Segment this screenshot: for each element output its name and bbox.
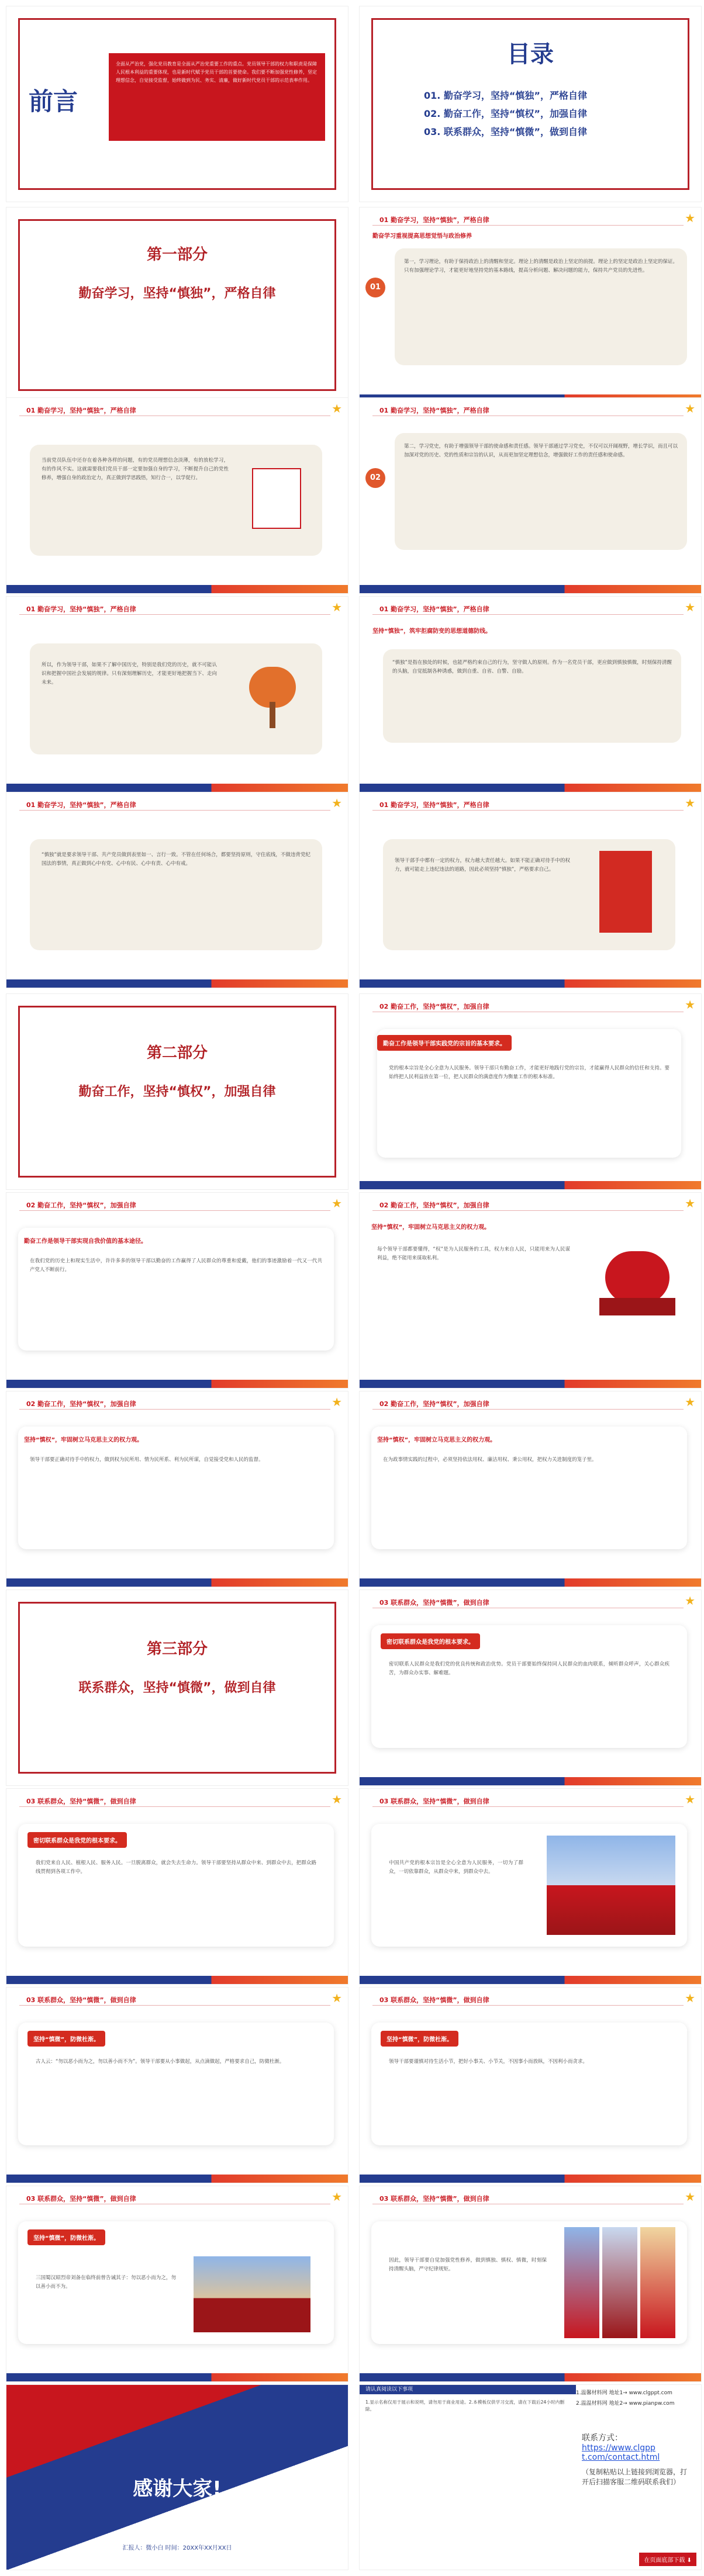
slide-header xyxy=(360,1193,701,1213)
title-block xyxy=(18,65,88,141)
card-text: 在为政事情实践的过程中，必须坚持依法用权、廉洁用权、秉公用权，把权力关进制度的笼子里。 xyxy=(383,1457,597,1463)
header-divider xyxy=(19,614,330,615)
toc-list xyxy=(424,88,678,138)
header-divider xyxy=(19,810,330,811)
content-card xyxy=(371,1427,687,1549)
slide-work-3 xyxy=(359,1192,702,1389)
photo-strip-image xyxy=(564,2227,599,2338)
panel-text: 领导干部手中都有一定的权力，权力越大责任越大。如果不能正确对待手中的权力，就可能走上违纪违法的道路，因此必须坚持“慎独”，严格要求自己。 xyxy=(395,858,570,872)
content-card xyxy=(371,2023,687,2145)
slide-toc xyxy=(359,6,702,202)
card-text: 古人云：“勿以恶小而为之，勿以善小而不为”。领导干部要从小事做起，从点滴做起，严格要求自己，防微杜渐。 xyxy=(36,2059,285,2065)
star-icon: ★ xyxy=(685,1792,695,1806)
star-icon: ★ xyxy=(685,1196,695,1210)
number-badge: 01 xyxy=(365,278,385,297)
card-heading: 坚持“慎权”，牢固树立马克思主义的权力观。 xyxy=(24,1437,143,1443)
slide-study-5 xyxy=(359,596,702,792)
slide-header xyxy=(360,1590,701,1610)
footer-wave xyxy=(6,979,348,988)
star-icon: ★ xyxy=(685,1594,695,1608)
star-icon: ★ xyxy=(332,2190,342,2204)
content-card xyxy=(18,1824,334,1947)
photo-strip-image xyxy=(640,2227,675,2338)
slide-masses-3 xyxy=(359,1788,702,1985)
section-label: 01 勤奋学习，坚持“慎独”，严格自律 xyxy=(26,801,136,809)
part-label: 第二部分 xyxy=(146,1044,208,1062)
footer-wave xyxy=(360,1777,701,1785)
section-label: 02 勤奋工作，坚持“慎权”，加强自律 xyxy=(26,1202,136,1209)
footer-wave xyxy=(6,585,348,593)
thanks-subtitle: 汇报人：微小白 时间：20XX年XX月XX日 xyxy=(122,2545,232,2551)
header-divider xyxy=(19,1806,330,1807)
header-divider xyxy=(372,614,684,615)
card-heading: 坚持“慎微”，防微杜渐。 xyxy=(381,2031,458,2047)
content-panel: “慎独”就是要求领导干部、共产党员做到表里如一、言行一致。不管在任何场合，都要坚持原则，守住底线，不做违背党纪国法的事情，真正做到心中有党、心中有民、心中有责、心中有戒。 xyxy=(30,839,322,950)
header-divider xyxy=(372,1806,684,1807)
slide-masses-5 xyxy=(359,1987,702,2183)
content-card xyxy=(18,2023,334,2145)
slide-masses-1 xyxy=(359,1590,702,1786)
card-text: 中国共产党的根本宗旨是全心全意为人民服务，一切为了群众，一切依靠群众，从群众中来，到群众中去。 xyxy=(389,1860,523,1875)
section-label: 03 联系群众，坚持“慎微”，做到自律 xyxy=(379,1798,489,1805)
slide-header xyxy=(360,2186,701,2206)
lion-statue-image xyxy=(593,1239,681,1327)
photo-strip-image xyxy=(602,2227,637,2338)
slide-masses-4 xyxy=(6,1987,348,2183)
tiananmen-image xyxy=(547,1836,675,1935)
notice-title: 请认真阅读以下事项 xyxy=(360,2385,576,2394)
contact-label: 联系方式： xyxy=(582,2433,623,2443)
slide-header xyxy=(360,792,701,812)
footer-wave xyxy=(360,1181,701,1189)
card-heading: 坚持“慎权”，牢固树立马克思主义的权力观。 xyxy=(377,1437,496,1443)
header-divider xyxy=(19,1409,330,1410)
card-text: 领导干部要谨慎对待生活小节，把好小事关、小节关，不因事小而放纵，不因利小而贪求。 xyxy=(389,2059,588,2065)
toc-item[interactable]: 02. 勤奋工作，坚持“慎权”，加强自律 xyxy=(424,108,587,119)
star-icon: ★ xyxy=(685,1991,695,2005)
footer-wave xyxy=(360,585,701,593)
footer-wave xyxy=(6,784,348,792)
slide-foreword xyxy=(6,6,348,202)
card-text: 密切联系人民群众是我们党的优良传统和政治优势。党员干部要始终保持同人民群众的血肉联系，倾听群众呼声，关心群众疾苦，为群众办实事、解难题。 xyxy=(389,1661,670,1676)
slide-notice xyxy=(359,2384,702,2570)
star-icon: ★ xyxy=(685,600,695,614)
section-label: 03 联系群众，坚持“慎微”，做到自律 xyxy=(379,2195,489,2203)
slide-text: 每个领导干部都要懂得，“权”是为人民服务的工具，权力来自人民，只能用来为人民谋利益，绝不能用来谋取私利。 xyxy=(377,1247,570,1261)
toc-item[interactable]: 01. 勤奋学习，坚持“慎独”，严格自律 xyxy=(424,90,587,101)
slide-header xyxy=(6,792,348,812)
foreword-title: 前言 xyxy=(28,87,78,116)
section-label: 02 勤奋工作，坚持“慎权”，加强自律 xyxy=(379,1202,489,1209)
slide-header xyxy=(360,398,701,418)
tree-icon xyxy=(240,661,305,731)
content-card xyxy=(18,1228,334,1351)
section-label: 01 勤奋学习，坚持“慎独”，严格自律 xyxy=(379,801,489,809)
card-text: 三国蜀汉昭烈帝刘备在临终前曾告诫其子：勿以恶小而为之，勿以善小而不为。 xyxy=(36,2275,176,2290)
slide-study-6 xyxy=(6,792,348,988)
header-divider xyxy=(372,1409,684,1410)
footer-wave xyxy=(6,1976,348,1984)
slide-part2 xyxy=(6,993,348,1190)
part-title: 联系群众，坚持“慎微”，做到自律 xyxy=(78,1681,276,1695)
card-text: 在我们党的历史上和现实生活中，许许多多的领导干部以勤奋的工作赢得了人民群众的尊重和爱戴，他们的事迹激励着一代又一代共产党人不断前行。 xyxy=(30,1258,322,1273)
toc-title: 目录 xyxy=(507,41,554,68)
header-divider xyxy=(372,1210,684,1211)
content-card xyxy=(18,2221,334,2344)
part-title: 勤奋学习，坚持“慎独”，严格自律 xyxy=(78,286,276,301)
content-card xyxy=(371,1625,687,1748)
section-label: 02 勤奋工作，坚持“慎权”，加强自律 xyxy=(379,1400,489,1408)
header-divider xyxy=(372,810,684,811)
slide-part1 xyxy=(6,207,348,403)
slide-header xyxy=(360,1391,701,1411)
slide-work-4 xyxy=(6,1391,348,1587)
card-heading: 密切联系群众是我党的根本要求。 xyxy=(381,1633,480,1649)
slide-header xyxy=(6,1789,348,1809)
slide-part3 xyxy=(6,1590,348,1786)
slide-header xyxy=(6,398,348,418)
star-icon: ★ xyxy=(685,211,695,225)
slide-study-7 xyxy=(359,792,702,988)
footer-wave xyxy=(360,1578,701,1587)
foreword-text: 全面从严治党，强化党员教育是全面从严治党重要工作的重点。党员领导干部的权力和职责是保障人民根本利益的重要体现，也是新时代赋予党员干部的首要使命。我们要不断加强党性修养，坚定理想信念，自觉接受监督，始终做到为民、务实、清廉，做好新时代党员干部的示范表率作用。 xyxy=(109,53,325,141)
part-label: 第三部分 xyxy=(146,1640,208,1658)
footer-wave xyxy=(360,1380,701,1388)
slide-masses-6 xyxy=(6,2186,348,2382)
slide-header xyxy=(6,597,348,617)
section-label: 01 勤奋学习，坚持“慎独”，严格自律 xyxy=(26,407,136,414)
star-icon: ★ xyxy=(332,401,342,416)
number-badge: 02 xyxy=(365,468,385,488)
notice-text: 1.显示名称仅用于展示和说明，请勿用于商业用途。2.本模板仅供学习交流，请在下载后24小时内删除。 xyxy=(365,2400,564,2412)
card-heading: 坚持“慎微”，防微杜渐。 xyxy=(27,2229,105,2245)
slide-masses-7 xyxy=(359,2186,702,2382)
footer-wave xyxy=(360,784,701,792)
section-label: 03 联系群众，坚持“慎微”，做到自律 xyxy=(26,2195,136,2203)
content-panel: 第二，学习党史，有助于增强领导干部的使命感和责任感。领导干部通过学习党史，不仅可以开阔视野，增长学识，而且可以加深对党的历史、党的性质和宗旨的认识，从而更加坚定理想信念，增强做好工作的责任感和使命感。 xyxy=(395,433,687,550)
section-label: 03 联系群众，坚持“慎微”，做到自律 xyxy=(26,1798,136,1805)
slide-header xyxy=(360,1988,701,2007)
section-label: 03 联系群众，坚持“慎微”，做到自律 xyxy=(26,1996,136,2004)
card-heading: 勤奋工作是领导干部实践党的宗旨的基本要求。 xyxy=(377,1035,512,1051)
content-card xyxy=(377,1029,681,1158)
star-icon: ★ xyxy=(332,1991,342,2005)
content-card xyxy=(371,2221,687,2344)
star-icon: ★ xyxy=(685,401,695,416)
card-text: 领导干部要正确对待手中的权力，做到权为民所用、情为民所系、利为民所谋，自觉接受党和人民的监督。 xyxy=(30,1457,264,1463)
slide-work-5 xyxy=(359,1391,702,1587)
card-heading: 密切联系群众是我党的根本要求。 xyxy=(27,1832,127,1848)
footer-wave xyxy=(6,1578,348,1587)
flag-monument-icon xyxy=(599,851,652,933)
star-icon: ★ xyxy=(685,1395,695,1409)
book-icon xyxy=(252,468,301,529)
card-text: 因此，领导干部要自觉加强党性修养，做到慎独、慎权、慎微，时刻保持清醒头脑，严守纪律规矩。 xyxy=(389,2258,547,2272)
footer-wave xyxy=(360,979,701,988)
footer-wave xyxy=(360,1976,701,1984)
content-card xyxy=(371,1824,687,1947)
panel-text: 所以，作为领导干部，如果不了解中国历史，特别是我们党的历史，就不可能认识和把握中国社会发展的规律。只有深刻理解历史，才能更好地把握当下、走向未来。 xyxy=(42,662,217,685)
footer-wave xyxy=(6,2373,348,2381)
section-label: 02 勤奋工作，坚持“慎权”，加强自律 xyxy=(379,1003,489,1010)
slide-heading: 坚持“慎权”，牢固树立马克思主义的权力观。 xyxy=(371,1224,491,1231)
slide-study-1 xyxy=(359,207,702,403)
star-icon: ★ xyxy=(332,1196,342,1210)
slide-heading: 勤奋学习重视提高思想觉悟与政治修养 xyxy=(372,233,472,240)
star-icon: ★ xyxy=(685,2190,695,2204)
footer-wave xyxy=(360,2373,701,2381)
slide-header xyxy=(360,1789,701,1809)
content-panel: 第一，学习理论，有助于保持政治上的清醒和坚定。理论上的清醒是政治上坚定的前提。理论上的坚定是政治上坚定的保证。只有加强理论学习，才能更好地坚持党的基本路线，提高分析问题、解决问题的能力，保持共产党员的先进性。 xyxy=(395,248,687,365)
section-label: 01 勤奋学习，坚持“慎独”，严格自律 xyxy=(379,407,489,414)
slide-study-4 xyxy=(6,596,348,792)
card-text: 党的根本宗旨是全心全意为人民服务。领导干部只有勤奋工作，才能更好地践行党的宗旨，才能赢得人民群众的信任和支持。要始终把人民利益放在第一位，把人民群众的满意度作为衡量工作的根本标准。 xyxy=(389,1065,670,1080)
section-label: 01 勤奋学习，坚持“慎独”，严格自律 xyxy=(379,216,489,224)
slide-study-3 xyxy=(359,397,702,594)
footer-wave xyxy=(360,2175,701,2183)
content-panel xyxy=(30,445,322,556)
slide-header xyxy=(360,207,701,227)
part-title: 勤奋工作，坚持“慎权”，加强自律 xyxy=(78,1085,276,1099)
section-label: 01 勤奋学习，坚持“慎独”，严格自律 xyxy=(26,605,136,613)
slide-header xyxy=(6,1988,348,2007)
content-panel xyxy=(30,643,322,754)
header-divider xyxy=(372,225,684,226)
content-panel xyxy=(383,839,675,950)
slide-work-1 xyxy=(359,993,702,1190)
header-divider xyxy=(19,1210,330,1211)
card-heading: 坚持“慎微”，防微杜渐。 xyxy=(27,2031,105,2047)
download-button[interactable]: 在页面底部下载 ⬇ xyxy=(639,2553,696,2566)
header-divider xyxy=(372,2005,684,2006)
slide-header xyxy=(6,2186,348,2206)
section-label: 01 勤奋学习，坚持“慎独”，严格自律 xyxy=(379,605,489,613)
slide-study-2 xyxy=(6,397,348,594)
contact-note: （复制粘贴以上链接到浏览器，打开后扫描客服二维码联系我们） xyxy=(582,2468,688,2486)
footer-wave xyxy=(6,1380,348,1388)
site-link-2[interactable]: 2.温温材料网 地址2→ www.pianpw.com xyxy=(576,2401,675,2407)
header-divider xyxy=(19,2005,330,2006)
slide-header xyxy=(360,597,701,617)
star-icon: ★ xyxy=(332,600,342,614)
star-icon: ★ xyxy=(332,796,342,810)
section-label: 02 勤奋工作，坚持“慎权”，加强自律 xyxy=(26,1400,136,1408)
card-text: 我们党来自人民、植根人民、服务人民。一旦脱离群众，就会失去生命力。领导干部要坚持从群众中来、到群众中去，把群众路线贯彻到各项工作中。 xyxy=(36,1860,316,1875)
star-icon: ★ xyxy=(685,998,695,1012)
slide-header xyxy=(360,994,701,1014)
panel-text: 当前党员队伍中还存在着各种各样的问题，有的党员理想信念淡薄，有的放松学习，有的作风不实。这就需要我们党员干部一定要加强自身的学习，不断提升自己的党性修养，增强自身的政治定力，真正做到学思践悟，知行合一，以学促行。 xyxy=(42,458,229,481)
star-icon: ★ xyxy=(332,1792,342,1806)
toc-item[interactable]: 03. 联系群众，坚持“慎微”，做到自律 xyxy=(424,126,587,137)
slide-heading: 坚持“慎独”，筑牢拒腐防变的思想道德防线。 xyxy=(372,628,492,635)
thanks-title: 感谢大家! xyxy=(133,2477,222,2501)
part-label: 第一部分 xyxy=(146,246,208,264)
slide-work-2 xyxy=(6,1192,348,1389)
content-card xyxy=(18,1427,334,1549)
site-link-1[interactable]: 1.温馨材料网 地址1→ www.clgppt.com xyxy=(576,2390,672,2396)
slide-header xyxy=(6,1193,348,1213)
slide-masses-2 xyxy=(6,1788,348,1985)
footer-wave xyxy=(6,2175,348,2183)
section-label: 03 联系群众，坚持“慎微”，做到自律 xyxy=(379,1599,489,1606)
slide-header xyxy=(6,1391,348,1411)
slide-thanks xyxy=(6,2384,348,2570)
contact-link[interactable]: https://www.clgpp t.com/contact.html xyxy=(582,2443,660,2462)
section-label: 03 联系群众，坚持“慎微”，做到自律 xyxy=(379,1996,489,2004)
card-heading: 勤奋工作是领导干部实现自我价值的基本途径。 xyxy=(24,1238,147,1245)
star-icon: ★ xyxy=(685,796,695,810)
palace-image xyxy=(194,2256,310,2332)
content-panel: “慎独”是指在独处的时候，也能严格约束自己的行为，坚守做人的原则。作为一名党员干部，更应做到慎独慎微，时刻保持清醒的头脑，自觉抵制各种诱惑，做到自重、自省、自警、自励。 xyxy=(383,649,681,743)
star-icon: ★ xyxy=(332,1395,342,1409)
